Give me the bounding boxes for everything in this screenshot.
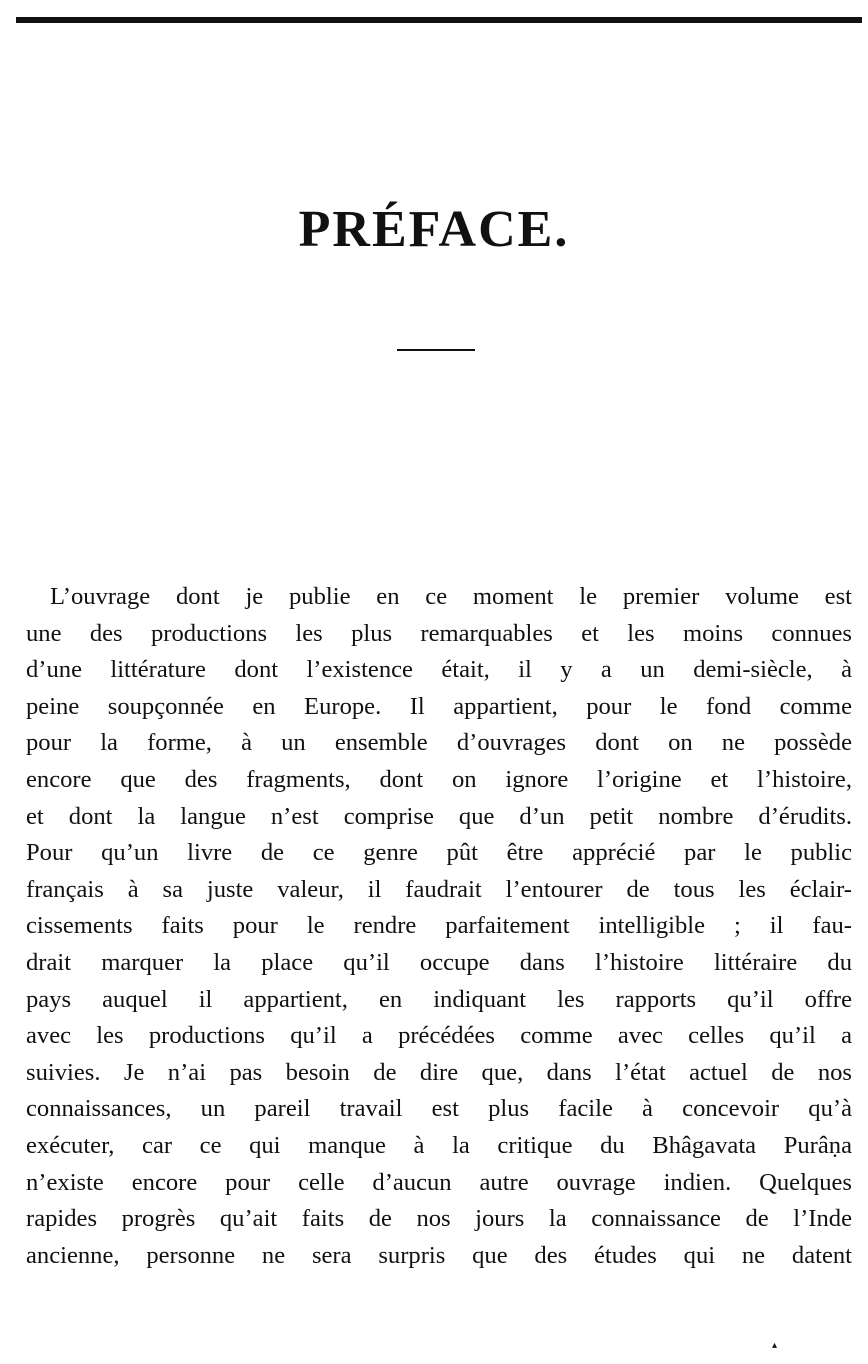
paragraph-line: connaissances, un pareil travail est plus facile à concevoir qu’à — [26, 1095, 852, 1123]
paragraph-line: ancienne, personne ne sera surpris que des études qui ne datent — [26, 1241, 852, 1269]
paragraph-line: pour la forme, à un ensemble d’ouvrages dont on ne possède — [26, 729, 852, 757]
paragraph-line: pays auquel il appartient, en indiquant les rapports qu’il offre — [26, 985, 852, 1013]
ink-speck: ▴ — [772, 1340, 778, 1351]
paragraph-line: drait marquer la place qu’il occupe dans l’histoire littéraire du — [26, 948, 852, 976]
paragraph-line: exécuter, car ce qui manque à la critique du Bhâgavata Purâṇa — [26, 1131, 852, 1159]
paragraph-line: Pour qu’un livre de ce genre pût être apprécié par le public — [26, 839, 852, 867]
paragraph-line: d’une littérature dont l’existence était, il y a un demi-siècle, à — [26, 656, 852, 684]
paragraph-line: français à sa juste valeur, il faudrait l’entourer de tous les éclair- — [26, 875, 852, 903]
paragraph-line: n’existe encore pour celle d’aucun autre ouvrage indien. Quelques — [26, 1168, 852, 1196]
title-rule — [397, 349, 475, 351]
paragraph-line: peine soupçonnée en Europe. Il appartient, pour le fond comme — [26, 692, 852, 720]
paragraph-line: L’ouvrage dont je publie en ce moment le premier volume est — [50, 583, 852, 610]
preface-paragraph — [26, 579, 852, 1274]
paragraph-line: rapides progrès qu’ait faits de nos jours la connaissance de l’Inde — [26, 1205, 852, 1233]
page-title: PRÉFACE. — [298, 201, 570, 258]
paragraph-line: suivies. Je n’ai pas besoin de dire que, dans l’état actuel de nos — [26, 1058, 852, 1086]
paragraph-line: une des productions les plus remarquables et les moins connues — [26, 619, 852, 647]
paragraph-line: et dont la langue n’est comprise que d’un petit nombre d’érudits. — [26, 802, 852, 830]
paragraph-line: avec les productions qu’il a précédées comme avec celles qu’il a — [26, 1022, 852, 1050]
top-rule — [16, 17, 862, 23]
paragraph-line: cissements faits pour le rendre parfaitement intelligible ; il fau- — [26, 912, 852, 940]
paragraph-line: encore que des fragments, dont on ignore l’origine et l’histoire, — [26, 765, 852, 793]
